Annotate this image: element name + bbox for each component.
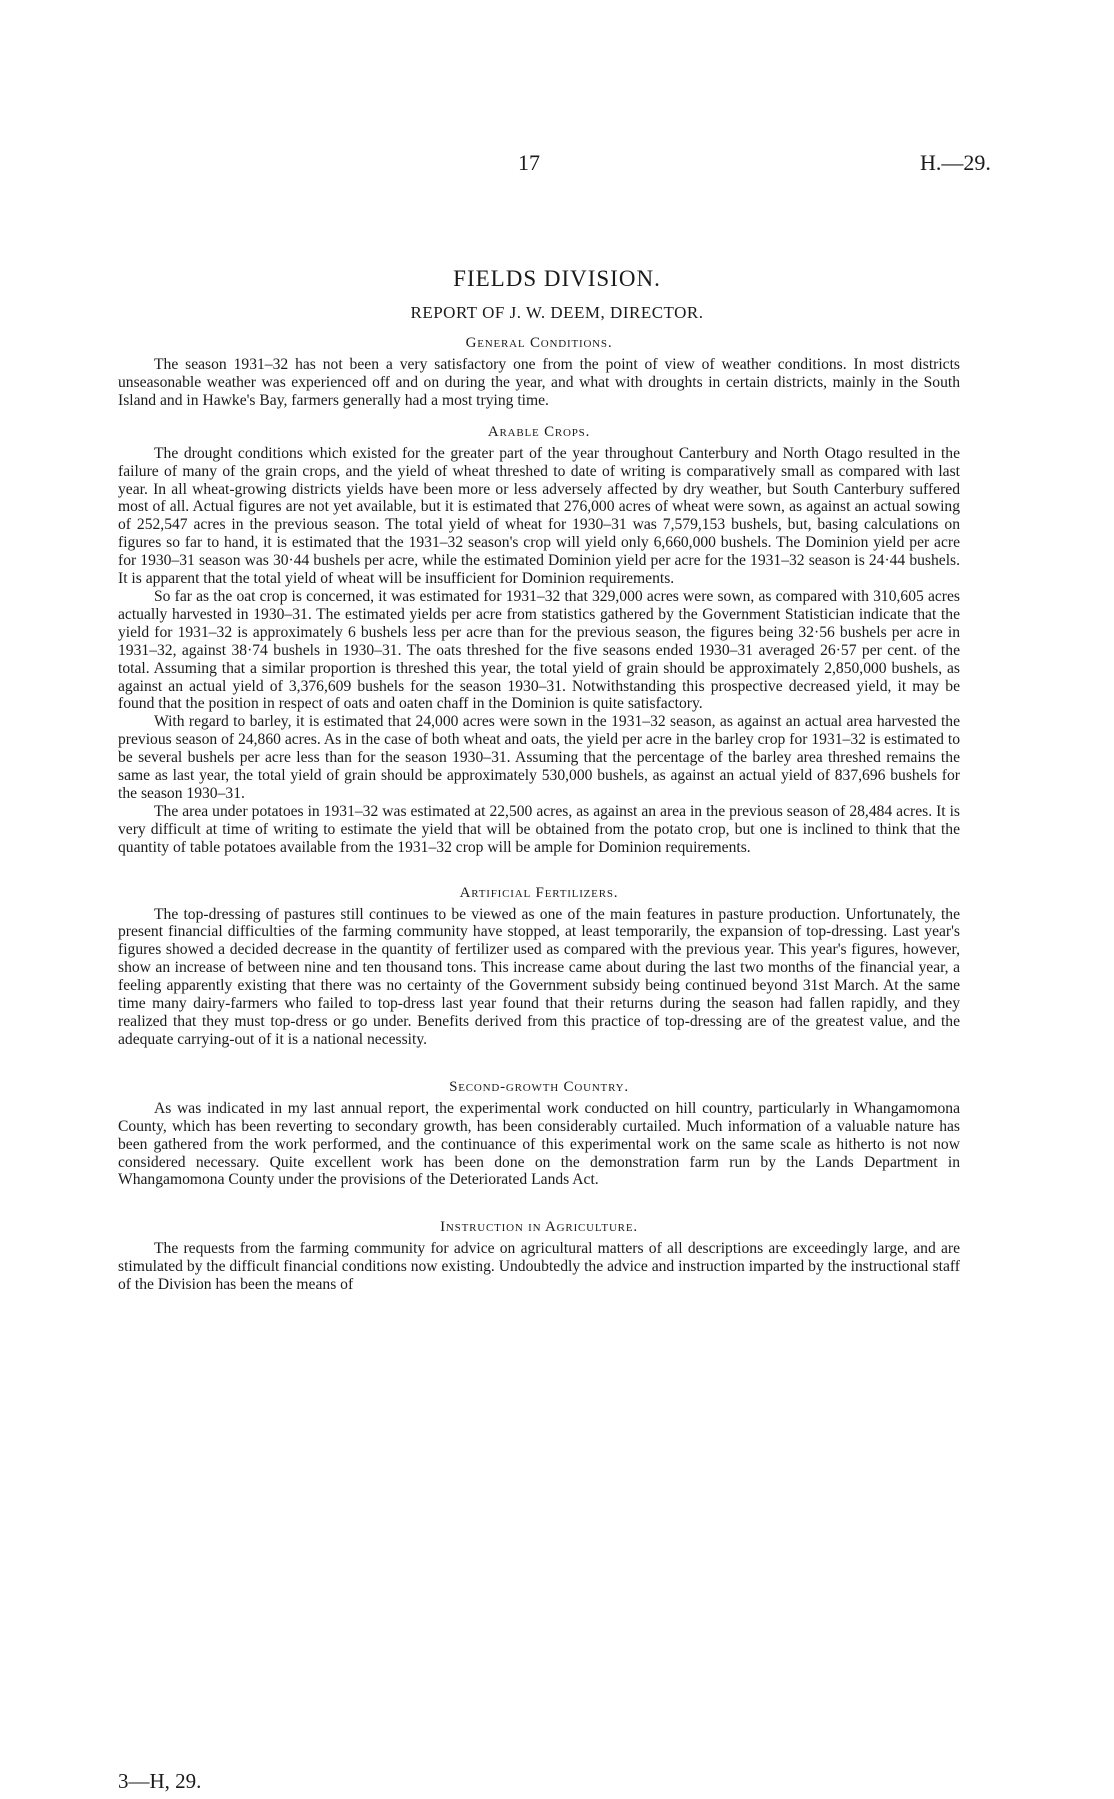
- page-number: 17: [518, 150, 540, 175]
- paragraph: The area under potatoes in 1931–32 was estimated at 22,500 acres, as against an area in the previous season of 28,484 acres. It is very difficult at time of writing to estimate the yield that will be obtained from the potato crop, but one is inclined to think that the quantity of table potatoes available from the 1931–32 crop will be ample for Dominion requirements.: [118, 802, 960, 856]
- section-heading-instruction-in-agriculture: Instruction in Agriculture.: [440, 1219, 638, 1236]
- paragraph: As was indicated in my last annual report, the experimental work conducted on hill country, particularly in Whangamomona County, which has been reverting to secondary growth, has been considerably curtailed. Much information of a valuable nature has been gathered from the work performed, and the continuance of this experimental work on the same scale as hitherto is not now considered necessary. Quite excellent work has been done on the demonstration farm run by the Lands Department in Whangamomona County under the provisions of the Deteriorated Lands Act.: [118, 1099, 960, 1189]
- page-title: FIELDS DIVISION.: [453, 266, 661, 291]
- section-gap: [118, 1049, 960, 1079]
- section-heading-arable-crops: Arable Crops.: [487, 423, 591, 440]
- section-gap: [118, 1189, 960, 1219]
- section-gap: [118, 857, 960, 885]
- section-heading-general-conditions: General Conditions.: [465, 335, 613, 351]
- section-heading-artificial-fertilizers: Artificial Fertilizers.: [459, 884, 619, 901]
- report-subtitle: REPORT OF J. W. DEEM, DIRECTOR.: [410, 303, 704, 322]
- paragraph: So far as the oat crop is concerned, it was estimated for 1931–32 that 329,000 acres were sown, as compared with 310,605 acres actually harvested in 1930–31. The estimated yields per acre from statistics gathered by the Government Statistician indicate that the yield for 1931–32 is approximately 6 bushels less per acre than for the previous season, the figures being 32·56 bushels per acre in 1931–32, against 38·74 bushels in 1930–31. The oats threshed for the five seasons ended 1930–31 averaged 26·57 per cent. of the total. Assuming that a similar proportion is threshed this year, the total yield of grain should be approximately 2,850,000 bushels, as against an actual yield of 3,376,609 bushels for the season 1930–31. Notwithstanding this prospective decreased yield, it may be found that the position in respect of oats and oaten chaff in the Dominion is quite satisfactory.: [118, 587, 960, 713]
- paragraph: With regard to barley, it is estimated that 24,000 acres were sown in the 1931–32 season, as against an actual area harvested the previous season of 24,860 acres. As in the case of both wheat and oats, the yield per acre in the barley crop for 1931–32 is estimated to be several bushels per acre less than for the season 1930–31. Assuming that the percentage of the barley area threshed remains the same as last year, the total yield of grain should be approximately 530,000 bushels, as against an actual yield of 837,696 bushels for the season 1930–31.: [118, 713, 960, 802]
- paragraph: The season 1931–32 has not been a very satisfactory one from the point of view of weather conditions. In most districts unseasonable weather was experienced off and on during the year, and what with droughts in certain districts, mainly in the South Island and in Hawke's Bay, farmers generally had a most trying time.: [118, 356, 960, 409]
- signature-mark: 3—H, 29.: [118, 1769, 202, 1793]
- section-heading-second-growth-country: Second-growth Country.: [449, 1078, 629, 1095]
- paragraph: The drought conditions which existed for the greater part of the year throughout Canterbury and North Otago resulted in the failure of many of the grain crops, and the yield of wheat threshed to date of writing is comparatively small as compared with last year. In all wheat-growing districts yields have been more or less adversely affected by dry weather, but South Canterbury suffered most of all. Actual figures are not yet available, but it is estimated that 276,000 acres of wheat were sown, as against an actual sowing of 252,547 acres in the previous season. The total yield of wheat for 1930–31 was 7,579,153 bushels, but, basing calculations on figures so far to hand, it is estimated that the 1931–32 season's crop will yield only 6,660,000 bushels. The Dominion yield per acre for 1930–31 season was 30·44 bushels per acre, while the estimated Dominion yield per acre for the 1931–32 season is 24·44 bushels. It is apparent that the total yield of wheat will be insufficient for Dominion requirements.: [118, 444, 960, 588]
- paragraph: The requests from the farming community for advice on agricultural matters of all descriptions are exceedingly large, and are stimulated by the difficult financial conditions now existing. Undoubtedly the advice and instruction imparted by the instructional staff of the Division has been the means of: [118, 1240, 960, 1294]
- paragraph: The top-dressing of pastures still continues to be viewed as one of the main features in pasture production. Unfortunately, the present financial difficulties of the farming community have stopped, at least temporarily, the expansion of top-dressing. Last year's figures showed a decided decrease in the quantity of fertilizer used as compared with the previous year. This year's figures, however, show an increase of between nine and ten thousand tons. This increase came about during the last two months of the financial year, a feeling apparently existing that there was no certainty of the Government subsidy being continued beyond 31st March. At the same time many dairy-farmers who failed to top-dress last year found that their returns during the season had fallen rapidly, and they realized that they must top-dress or go under. Benefits derived from this practice of top-dressing are of the greatest value, and the adequate carrying-out of it is a national necessity.: [118, 905, 960, 1048]
- report-body: [118, 335, 960, 1294]
- section-gap: [118, 410, 960, 424]
- document-reference: H.—29.: [920, 150, 991, 175]
